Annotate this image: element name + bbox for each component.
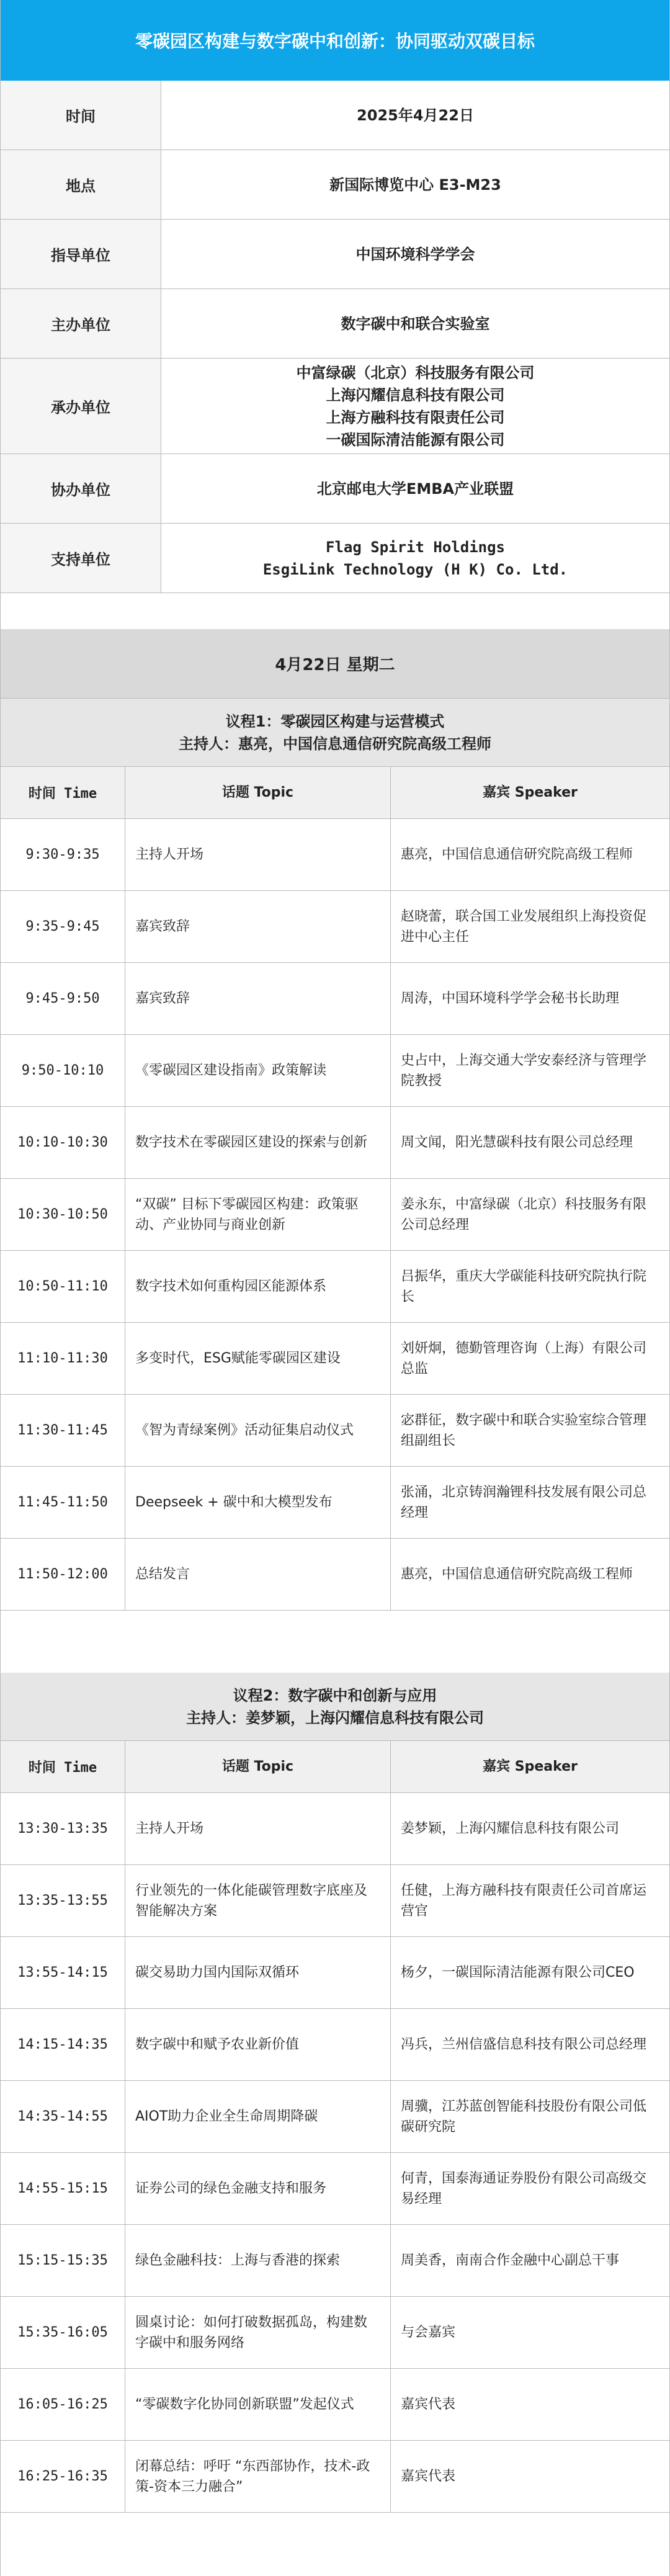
agenda-speaker: 何青，国泰海通证券股份有限公司高级交易经理 xyxy=(401,2170,647,2207)
info-value xyxy=(161,454,669,523)
agenda-speaker: 嘉宾代表 xyxy=(401,2469,456,2484)
agenda-topic: 行业领先的一体化能碳管理数字底座及智能解决方案 xyxy=(125,1865,391,1936)
header-speaker: 嘉宾 Speaker xyxy=(483,785,578,800)
agenda-row xyxy=(1,2153,669,2225)
agenda-row xyxy=(1,2441,669,2513)
agenda-speaker: 宓群征，数字碳中和联合实验室综合管理组副组长 xyxy=(401,1412,647,1449)
agenda-topic: “零碳数字化协同创新联盟”发起仪式 xyxy=(125,2369,391,2440)
agenda-time: 9:35-9:45 xyxy=(1,891,125,962)
agenda-topic: 闭幕总结：呼吁 “东西部协作，技术-政策-资本三力融合” xyxy=(125,2441,391,2512)
info-value-line: 上海方融科技有限责任公司 xyxy=(326,408,505,426)
agenda-speaker: 刘妍炯，德勤管理咨询（上海）有限公司总监 xyxy=(401,1340,647,1377)
agenda-topic: 嘉宾致辞 xyxy=(125,891,391,962)
info-row xyxy=(1,454,669,524)
agenda-row xyxy=(1,1323,669,1395)
session-1-title: 议程1：零碳园区构建与运营模式 xyxy=(225,712,445,730)
agenda-row xyxy=(1,963,669,1035)
header-topic: 话题 Topic xyxy=(125,1741,391,1792)
info-label: 指导单位 xyxy=(1,220,161,288)
agenda-topic: 《零碳园区建设指南》政策解读 xyxy=(125,1035,391,1106)
info-value-line: 北京邮电大学EMBA产业联盟 xyxy=(316,480,514,498)
agenda-speaker: 周骥，江苏蓝创智能科技股份有限公司低碳研究院 xyxy=(401,2098,647,2135)
info-value-line: 中国环境科学学会 xyxy=(355,245,475,263)
agenda-topic: 数字技术如何重构园区能源体系 xyxy=(125,1251,391,1322)
agenda-row xyxy=(1,1179,669,1251)
agenda-topic: 总结发言 xyxy=(125,1539,391,1610)
agenda-row xyxy=(1,2297,669,2369)
agenda-time: 10:10-10:30 xyxy=(1,1107,125,1178)
session-1-header xyxy=(1,699,669,767)
agenda-topic: “双碳” 目标下零碳园区构建：政策驱动、产业协同与商业创新 xyxy=(125,1179,391,1250)
info-row xyxy=(1,150,669,220)
agenda-topic: 《智为青绿案例》活动征集启动仪式 xyxy=(125,1395,391,1466)
agenda-row xyxy=(1,1467,669,1539)
agenda-speaker: 杨夕，一碳国际清洁能源有限公司CEO xyxy=(401,1965,635,1980)
agenda-time: 13:30-13:35 xyxy=(1,1793,125,1864)
agenda-row xyxy=(1,1865,669,1937)
session-1-agenda xyxy=(1,767,669,1611)
agenda-topic: 证券公司的绿色金融支持和服务 xyxy=(125,2153,391,2224)
info-row xyxy=(1,81,669,150)
info-row xyxy=(1,359,669,454)
agenda-time: 9:50-10:10 xyxy=(1,1035,125,1106)
agenda-time: 9:30-9:35 xyxy=(1,819,125,890)
agenda-time: 11:30-11:45 xyxy=(1,1395,125,1466)
agenda-row xyxy=(1,2369,669,2441)
event-info-table xyxy=(1,81,669,593)
page-title: 零碳园区构建与数字碳中和创新：协同驱动双碳目标 xyxy=(1,0,669,81)
agenda-speaker: 周美香，南南合作金融中心副总干事 xyxy=(401,2253,620,2268)
session-2-header xyxy=(1,1673,669,1741)
agenda-time: 9:45-9:50 xyxy=(1,963,125,1034)
agenda-speaker: 周文闻，阳光慧碳科技有限公司总经理 xyxy=(401,1135,633,1150)
info-value-line: 数字碳中和联合实验室 xyxy=(341,315,490,333)
agenda-topic: 嘉宾致辞 xyxy=(125,963,391,1034)
info-row xyxy=(1,289,669,359)
agenda-speaker: 吕振华，重庆大学碳能科技研究院执行院长 xyxy=(401,1268,647,1305)
agenda-time: 15:15-15:35 xyxy=(1,2225,125,2296)
agenda-speaker: 姜梦颖，上海闪耀信息科技有限公司 xyxy=(401,1821,620,1836)
agenda-speaker: 张涌，北京铸润瀚锂科技发展有限公司总经理 xyxy=(401,1484,647,1521)
header-topic: 话题 Topic xyxy=(125,767,391,818)
agenda-topic: AIOT助力企业全生命周期降碳 xyxy=(125,2081,391,2152)
header-time: 时间 Time xyxy=(1,767,125,818)
info-label: 支持单位 xyxy=(1,524,161,593)
agenda-speaker: 姜永东，中富绿碳（北京）科技服务有限公司总经理 xyxy=(401,1196,647,1233)
agenda-time: 10:30-10:50 xyxy=(1,1179,125,1250)
agenda-time: 15:35-16:05 xyxy=(1,2297,125,2368)
agenda-speaker: 与会嘉宾 xyxy=(401,2325,456,2340)
agenda-row xyxy=(1,1107,669,1179)
agenda-speaker: 周涛，中国环境科学学会秘书长助理 xyxy=(401,991,620,1006)
agenda-speaker: 赵晓蕾，联合国工业发展组织上海投资促进中心主任 xyxy=(401,908,647,945)
agenda-row xyxy=(1,1793,669,1865)
agenda-topic: 碳交易助力国内国际双循环 xyxy=(125,1937,391,2008)
agenda-time: 11:45-11:50 xyxy=(1,1467,125,1538)
date-bar: 4月22日 星期二 xyxy=(1,629,669,699)
info-value-line: 一碳国际清洁能源有限公司 xyxy=(326,431,505,449)
agenda-row xyxy=(1,1539,669,1611)
agenda-row xyxy=(1,1035,669,1107)
info-value xyxy=(161,524,669,593)
info-value xyxy=(161,289,669,358)
info-label: 主办单位 xyxy=(1,289,161,358)
agenda-topic: 主持人开场 xyxy=(125,1793,391,1864)
agenda-speaker: 惠亮，中国信息通信研究院高级工程师 xyxy=(401,847,633,862)
agenda-time: 14:55-15:15 xyxy=(1,2153,125,2224)
agenda-speaker: 惠亮，中国信息通信研究院高级工程师 xyxy=(401,1567,633,1582)
info-row xyxy=(1,220,669,289)
agenda-topic: 多变时代，ESG赋能零碳园区建设 xyxy=(125,1323,391,1394)
agenda-time: 16:05-16:25 xyxy=(1,2369,125,2440)
info-value xyxy=(161,150,669,219)
info-value xyxy=(161,359,669,454)
session-1-host: 主持人：惠亮，中国信息通信研究院高级工程师 xyxy=(179,735,491,753)
agenda-speaker: 任健，上海方融科技有限责任公司首席运营官 xyxy=(401,1882,647,1919)
agenda-speaker: 冯兵，兰州信盛信息科技有限公司总经理 xyxy=(401,2037,647,2052)
info-value-line: EsgiLink Technology (H K) Co. Ltd. xyxy=(262,560,568,578)
info-value xyxy=(161,220,669,288)
agenda-row xyxy=(1,891,669,963)
agenda-time: 11:10-11:30 xyxy=(1,1323,125,1394)
info-value-line: Flag Spirit Holdings xyxy=(326,538,505,556)
header-time: 时间 Time xyxy=(1,1741,125,1792)
header-speaker: 嘉宾 Speaker xyxy=(483,1759,578,1774)
agenda-row xyxy=(1,819,669,891)
agenda-row xyxy=(1,1251,669,1323)
agenda-time: 13:35-13:55 xyxy=(1,1865,125,1936)
info-value-line: 中富绿碳（北京）科技服务有限公司 xyxy=(296,364,535,382)
info-value-line: 新国际博览中心 E3-M23 xyxy=(329,176,501,194)
info-value-line: 2025年4月22日 xyxy=(357,106,474,124)
info-value xyxy=(161,81,669,150)
info-label: 地点 xyxy=(1,150,161,219)
agenda-row xyxy=(1,1395,669,1467)
session-2-host: 主持人：姜梦颖，上海闪耀信息科技有限公司 xyxy=(186,1709,484,1727)
agenda-header-row xyxy=(1,767,669,819)
agenda-speaker: 嘉宾代表 xyxy=(401,2397,456,2412)
agenda-topic: Deepseek + 碳中和大模型发布 xyxy=(125,1467,391,1538)
session-2-title: 议程2：数字碳中和创新与应用 xyxy=(233,1686,437,1704)
info-label: 时间 xyxy=(1,81,161,150)
agenda-row xyxy=(1,2225,669,2297)
agenda-topic: 主持人开场 xyxy=(125,819,391,890)
agenda-header-row xyxy=(1,1741,669,1793)
info-row xyxy=(1,524,669,593)
agenda-time: 16:25-16:35 xyxy=(1,2441,125,2512)
info-label: 协办单位 xyxy=(1,454,161,523)
agenda-time: 14:35-14:55 xyxy=(1,2081,125,2152)
info-value-line: 上海闪耀信息科技有限公司 xyxy=(326,386,505,404)
agenda-speaker: 史占中，上海交通大学安泰经济与管理学院教授 xyxy=(401,1052,647,1089)
agenda-topic: 圆桌讨论：如何打破数据孤岛，构建数字碳中和服务网络 xyxy=(125,2297,391,2368)
agenda-row xyxy=(1,1937,669,2009)
agenda-time: 14:15-14:35 xyxy=(1,2009,125,2080)
agenda-row xyxy=(1,2081,669,2153)
info-label: 承办单位 xyxy=(1,359,161,454)
agenda-topic: 数字碳中和赋予农业新价值 xyxy=(125,2009,391,2080)
agenda-time: 13:55-14:15 xyxy=(1,1937,125,2008)
agenda-row xyxy=(1,2009,669,2081)
session-2-agenda xyxy=(1,1741,669,2513)
agenda-topic: 数字技术在零碳园区建设的探索与创新 xyxy=(125,1107,391,1178)
agenda-topic: 绿色金融科技：上海与香港的探索 xyxy=(125,2225,391,2296)
agenda-time: 10:50-11:10 xyxy=(1,1251,125,1322)
agenda-time: 11:50-12:00 xyxy=(1,1539,125,1610)
